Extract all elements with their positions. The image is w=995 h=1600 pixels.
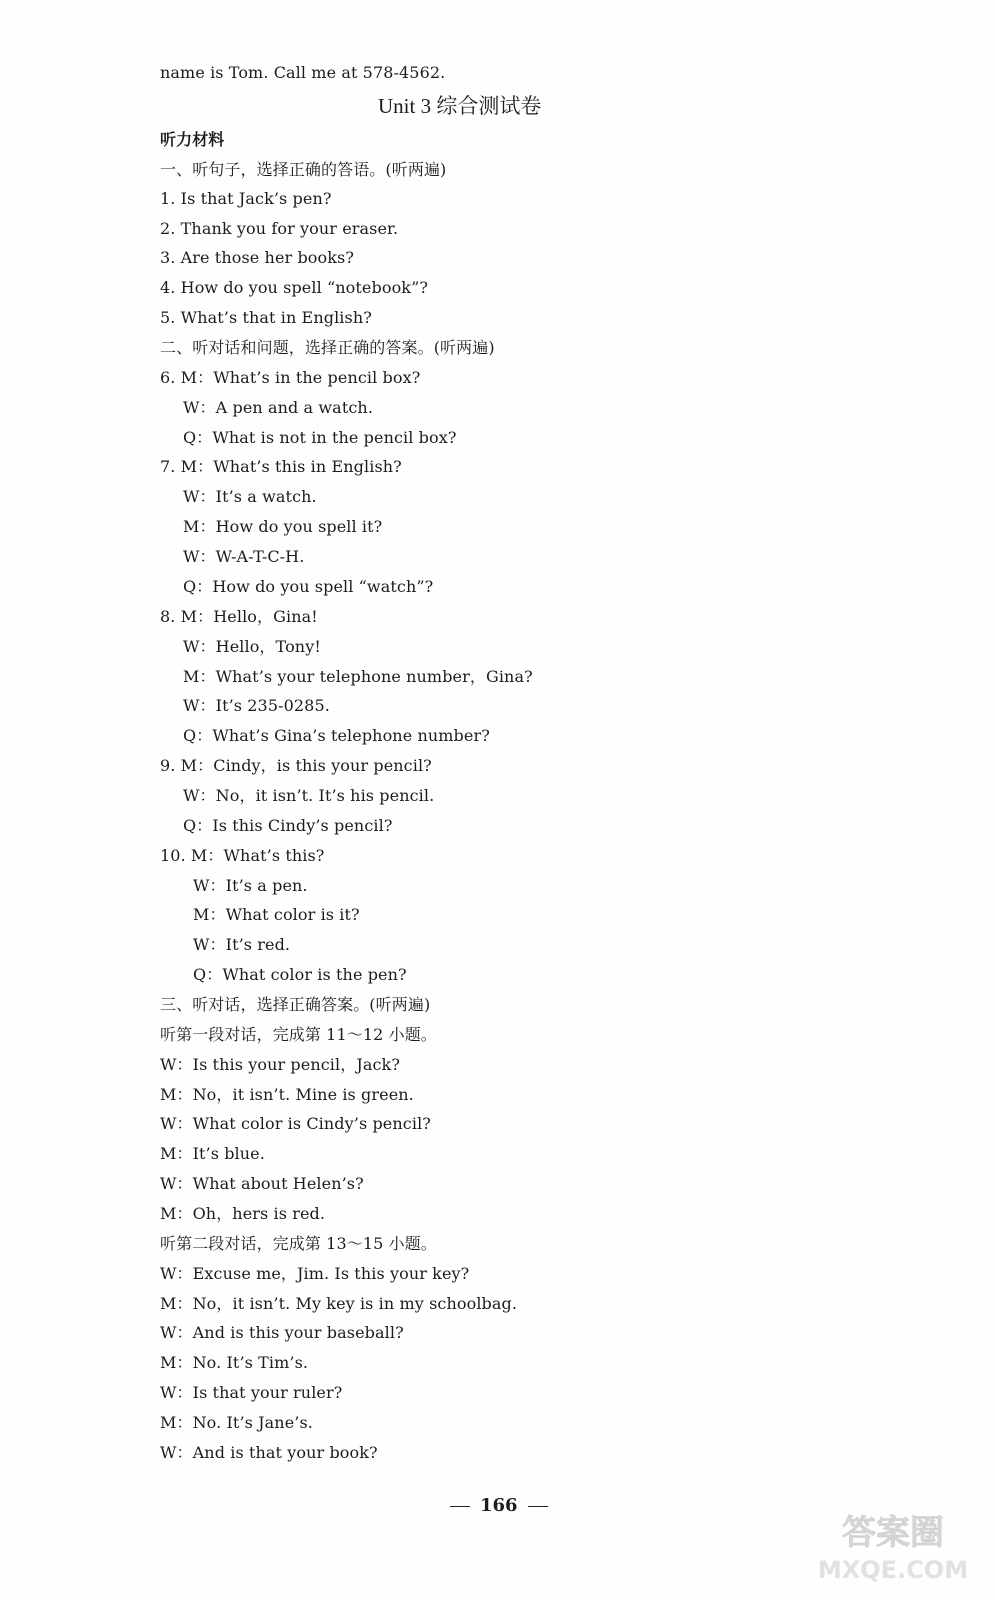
dialog-line: Q：What is not in the pencil box? [183, 428, 457, 447]
dialog-line: W：It’s 235-0285. [183, 696, 330, 715]
dialog-line: 10. M：What’s this? [160, 846, 325, 865]
dialog-line: M：No，it isn’t. Mine is green. [160, 1085, 414, 1104]
list-item: 3. Are those her books? [160, 248, 355, 267]
continued-text-line: name is Tom. Call me at 578-4562. [160, 63, 446, 82]
watermark-logo [813, 1508, 973, 1586]
list-item: 1. Is that Jack’s pen? [160, 189, 332, 208]
list-item: 2. Thank you for your eraser. [160, 219, 399, 238]
dialog-line: M：It’s blue. [160, 1144, 265, 1163]
list-item: 4. How do you spell “notebook”? [160, 278, 429, 297]
section-heading: 听力材料 [160, 130, 225, 149]
dialog-line: W：It’s red. [193, 935, 291, 954]
watermark-line1: 答案圈 [842, 1513, 944, 1553]
dialog-line: Q：How do you spell “watch”? [183, 577, 434, 596]
dialog-line: 7. M：What’s this in English? [160, 457, 402, 476]
dialog-line: Q：What color is the pen? [193, 965, 407, 984]
dialog-line: M：Oh，hers is red. [160, 1204, 326, 1223]
dialog-line: W：And is this your baseball? [160, 1323, 404, 1342]
dialog-line: W：Hello，Tony! [183, 637, 321, 656]
dialog2-intro: 听第二段对话，完成第 13～15 小题。 [160, 1234, 437, 1253]
part1-heading: 一、听句子，选择正确的答语。(听两遍) [160, 160, 447, 179]
dialog-line: M：What’s your telephone number，Gina? [183, 667, 533, 686]
dialog-line: W：Excuse me，Jim. Is this your key? [160, 1264, 470, 1283]
page-number-text: 166 [480, 1495, 518, 1516]
dash-divider [528, 1506, 548, 1507]
dialog-line: W：A pen and a watch. [183, 398, 373, 417]
dialog-line: M：No，it isn’t. My key is in my schoolbag. [160, 1294, 518, 1313]
dialog-line: 6. M：What’s in the pencil box? [160, 368, 421, 387]
watermark-line2: MXQE.COM [817, 1556, 969, 1584]
dialog-line: W：And is that your book? [160, 1443, 378, 1462]
dialog-line: W：No，it isn’t. It’s his pencil. [183, 786, 435, 805]
dialog-line: Q：What’s Gina’s telephone number? [183, 726, 490, 745]
dialog-line: M：No. It’s Tim’s. [160, 1353, 309, 1372]
dialog-line: W：It’s a watch. [183, 487, 317, 506]
dialog-line: 9. M：Cindy，is this your pencil? [160, 756, 432, 775]
page-number [440, 1495, 558, 1516]
dialog-line: W：What color is Cindy’s pencil? [160, 1114, 431, 1133]
dash-divider [450, 1506, 470, 1507]
part2-heading: 二、听对话和问题，选择正确的答案。(听两遍) [160, 338, 495, 357]
dialog-line: W：It’s a pen. [193, 876, 308, 895]
dialog-line: W：W-A-T-C-H. [183, 547, 305, 566]
dialog-line: W：Is that your ruler? [160, 1383, 343, 1402]
dialog-line: W：Is this your pencil，Jack? [160, 1055, 401, 1074]
dialog-line: M：How do you spell it? [183, 517, 383, 536]
part3-heading: 三、听对话，选择正确答案。(听两遍) [160, 995, 431, 1014]
dialog-line: W：What about Helen’s? [160, 1174, 364, 1193]
dialog-line: 8. M：Hello，Gina! [160, 607, 318, 626]
dialog-line: Q：Is this Cindy’s pencil? [183, 816, 393, 835]
list-item: 5. What’s that in English? [160, 308, 372, 327]
dialog1-intro: 听第一段对话，完成第 11～12 小题。 [160, 1025, 437, 1044]
dialog-line: M：No. It’s Jane’s. [160, 1413, 313, 1432]
dialog-line: M：What color is it? [193, 905, 360, 924]
page-title: Unit 3 综合测试卷 [378, 94, 542, 118]
